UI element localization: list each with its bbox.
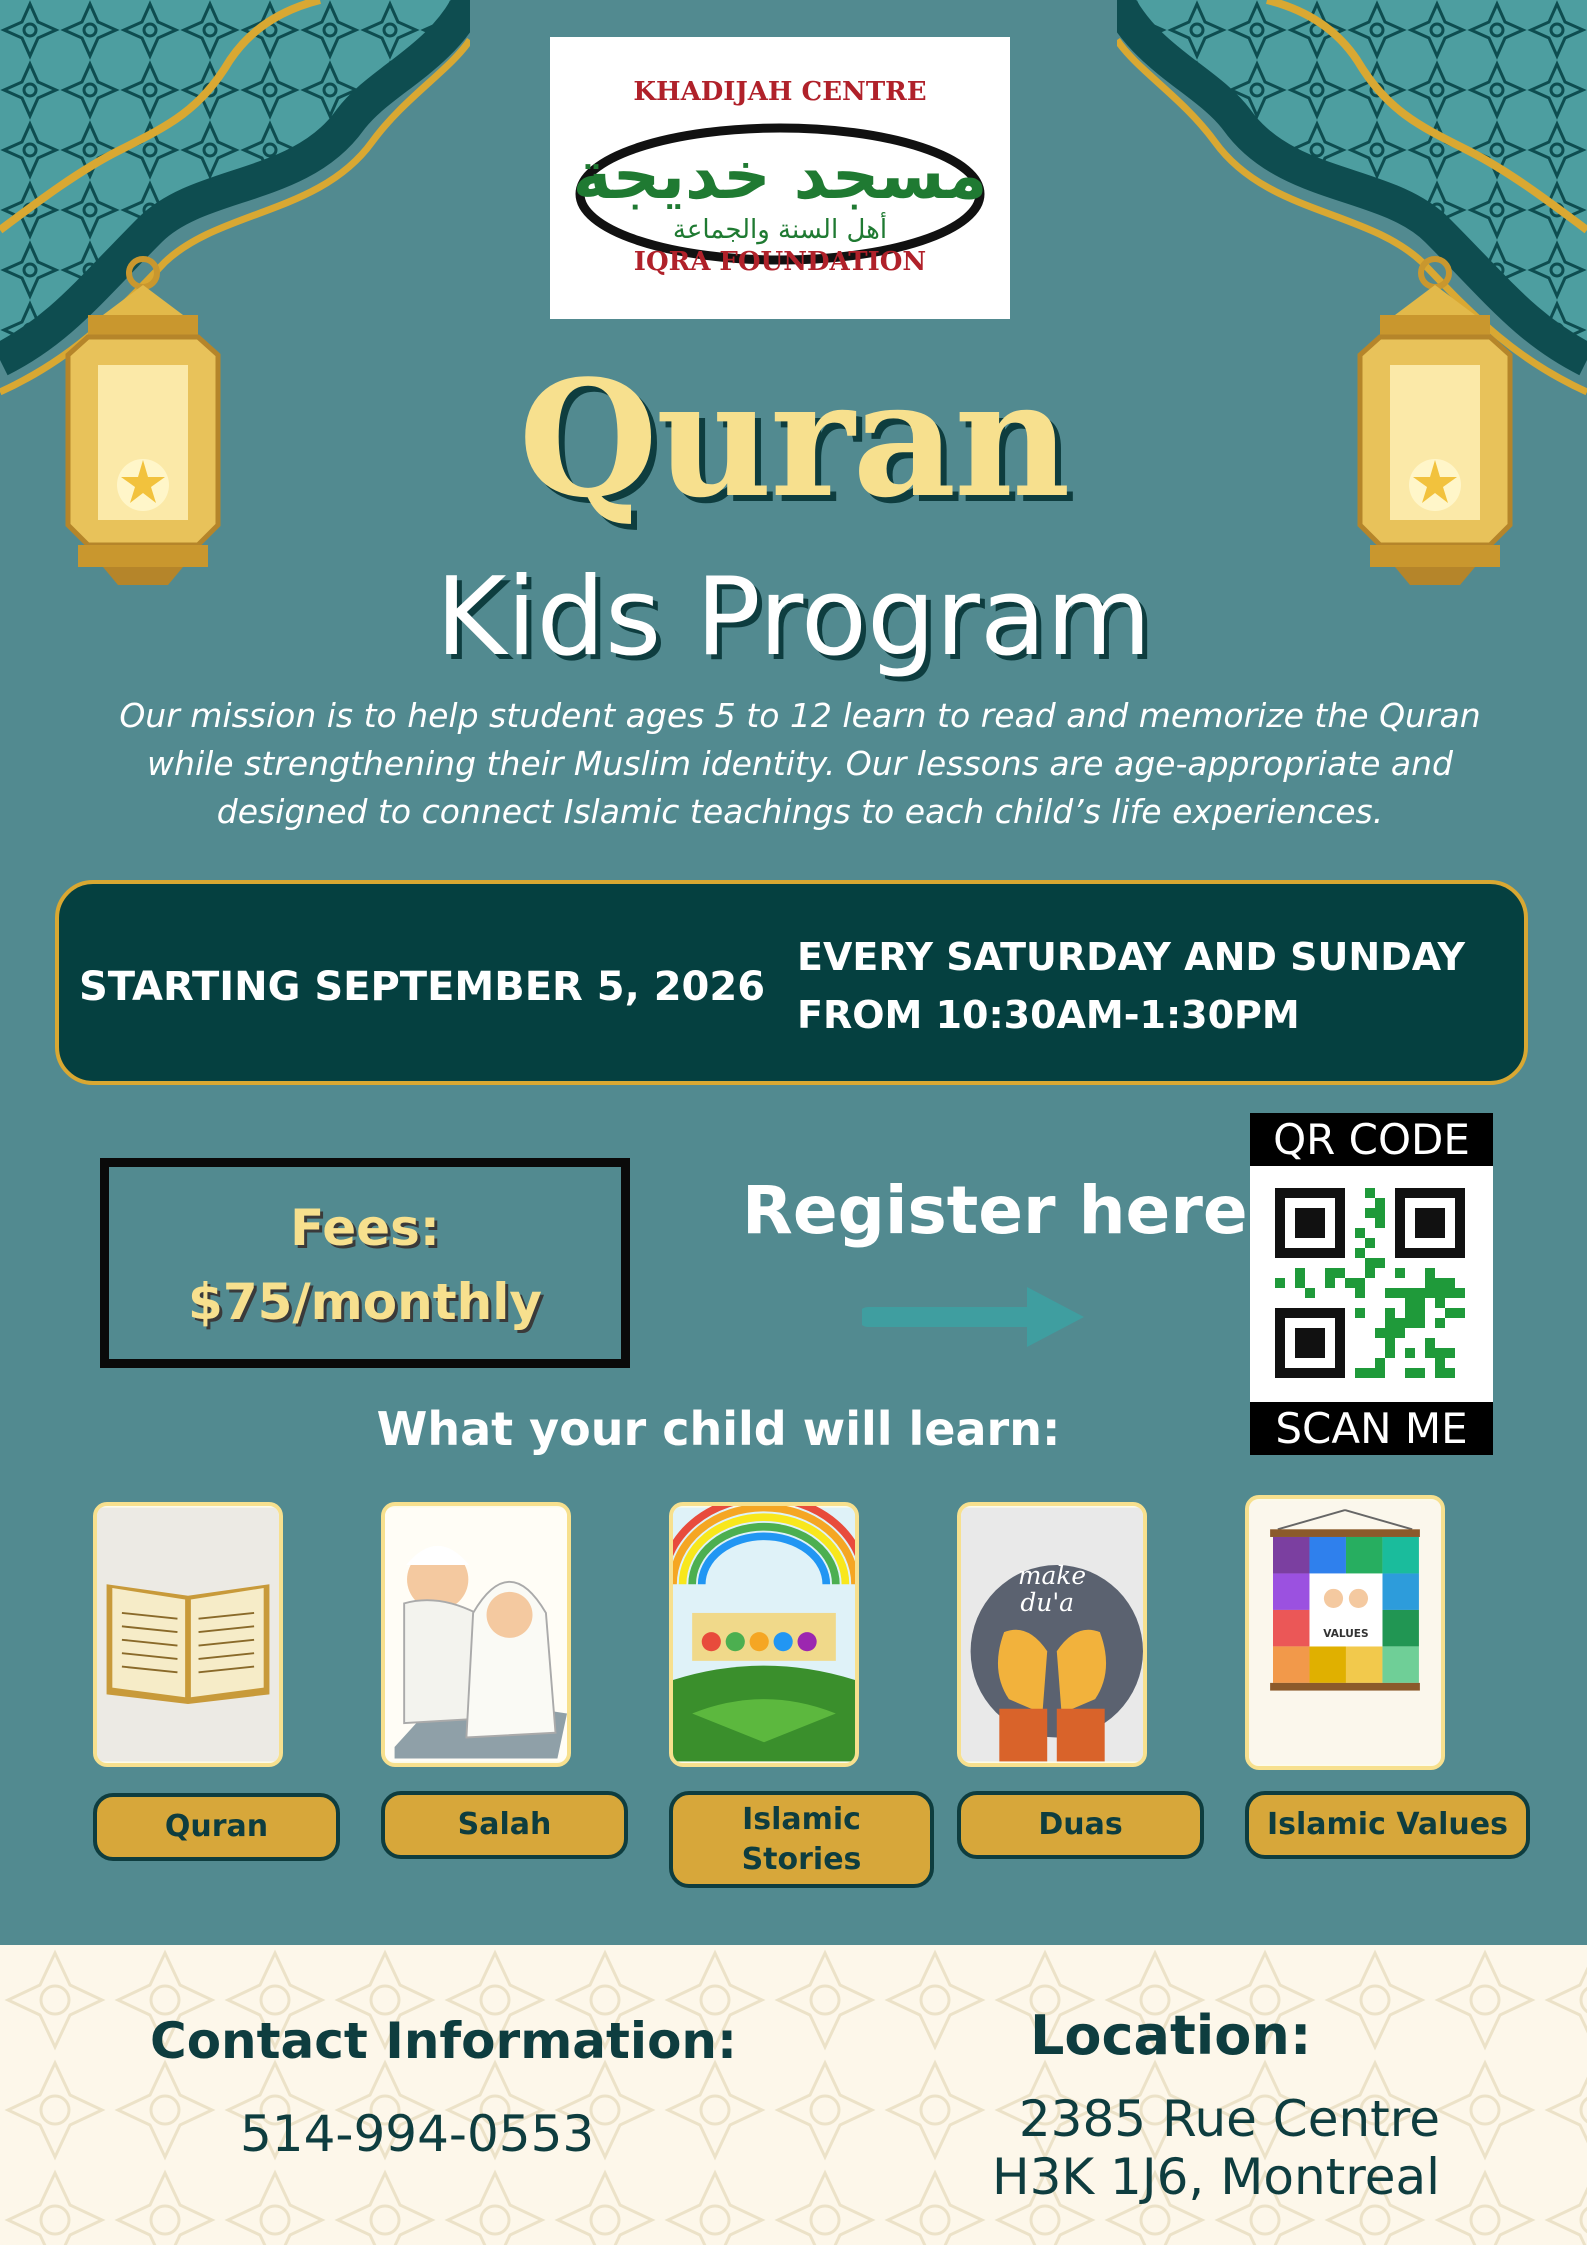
logo-bottom-text: IQRA FOUNDATION bbox=[633, 247, 927, 277]
topic-label-salah: Salah bbox=[381, 1791, 628, 1859]
dua-hands-icon bbox=[961, 1506, 1143, 1763]
duas-card-image bbox=[957, 1502, 1147, 1767]
salah-card-image bbox=[381, 1502, 571, 1767]
dua-card-text-dua: du'a bbox=[1020, 1588, 1075, 1618]
session-times bbox=[797, 928, 1465, 1044]
qr-pattern-icon bbox=[1275, 1188, 1465, 1378]
title-quran: Quran bbox=[518, 345, 1069, 533]
dua-card-text-make: make bbox=[1017, 1561, 1087, 1591]
session-days: EVERY SATURDAY AND SUNDAY bbox=[797, 935, 1466, 979]
address-line-1: 2385 Rue Centre bbox=[1018, 2090, 1440, 2148]
title-kids-program: Kids Program bbox=[435, 555, 1152, 680]
qr-code-label: QR CODE bbox=[1250, 1113, 1493, 1166]
khadijah-centre-logo bbox=[550, 37, 1010, 319]
topic-label-duas: Duas bbox=[957, 1791, 1204, 1859]
location-address bbox=[980, 2090, 1440, 2206]
quran-card-image bbox=[93, 1502, 283, 1767]
contact-phone[interactable]: 514-994-0553 bbox=[240, 2105, 595, 2163]
fees-amount: $75/monthly bbox=[188, 1273, 542, 1331]
start-date: STARTING SEPTEMBER 5, 2026 bbox=[79, 964, 766, 1010]
topic-label-quran: Quran bbox=[93, 1793, 340, 1861]
islamic-stories-card-image bbox=[669, 1502, 859, 1767]
topic-label-islamic-stories: Islamic Stories bbox=[669, 1791, 934, 1888]
islamic-values-card-image bbox=[1245, 1495, 1445, 1770]
topic-label-islamic-values: Islamic Values bbox=[1245, 1791, 1530, 1859]
values-poster-icon bbox=[1249, 1499, 1441, 1766]
arrow-right-icon bbox=[862, 1282, 1092, 1352]
logo-arabic-subtitle: أهل السنة والجماعة bbox=[672, 215, 888, 245]
praying-kids-icon bbox=[385, 1506, 567, 1763]
open-quran-icon bbox=[97, 1506, 279, 1763]
fees-box bbox=[100, 1158, 630, 1368]
location-heading: Location: bbox=[1030, 2004, 1312, 2067]
logo-top-text: KHADIJAH CENTRE bbox=[633, 77, 927, 107]
fees-label: Fees: bbox=[290, 1199, 440, 1257]
logo-arabic-text: مسجد خديجة bbox=[572, 137, 988, 214]
session-hours: FROM 10:30AM-1:30PM bbox=[797, 993, 1300, 1037]
register-here-text: Register here bbox=[742, 1172, 1248, 1249]
contact-heading: Contact Information: bbox=[150, 2012, 738, 2070]
schedule-banner bbox=[55, 880, 1528, 1085]
learn-heading: What your child will learn: bbox=[376, 1402, 1061, 1456]
mission-statement: Our mission is to help student ages 5 to 12 learn to read and memorize the Quran while strengthening their Muslim identity. Our lessons are age-appropriate and designed to connect Islamic teachings to each child’s life experiences. bbox=[119, 696, 1481, 831]
address-line-2: H3K 1J6, Montreal bbox=[991, 2148, 1440, 2206]
scan-me-label: SCAN ME bbox=[1250, 1402, 1493, 1455]
story-book-icon bbox=[673, 1506, 855, 1763]
values-card-text: VALUES bbox=[1323, 1627, 1369, 1640]
